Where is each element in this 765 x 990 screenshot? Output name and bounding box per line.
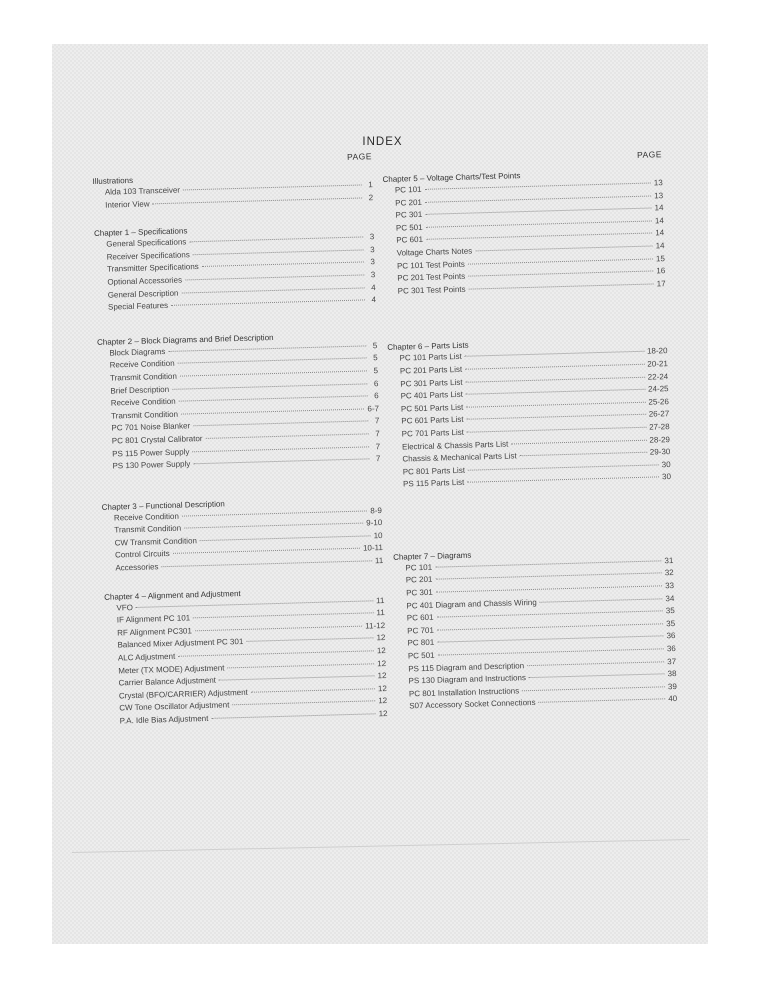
- leader-dots: [183, 184, 362, 190]
- leader-dots: [466, 401, 645, 407]
- leader-dots: [246, 638, 373, 643]
- leader-dots: [520, 452, 647, 457]
- leader-dots: [426, 220, 652, 227]
- leader-dots: [425, 195, 651, 202]
- entry-name: PC 501: [395, 222, 423, 233]
- entry-page-number: 26-27: [648, 409, 670, 419]
- leader-dots: [437, 623, 663, 630]
- section-title: Illustrations: [92, 175, 134, 186]
- leader-dots: [232, 701, 375, 706]
- leader-dots: [468, 258, 653, 264]
- entry-page-number: 8-9: [370, 505, 382, 516]
- leader-dots: [475, 245, 652, 251]
- leader-dots: [436, 611, 662, 618]
- entry-name: PC 201: [395, 197, 423, 208]
- leader-dots: [192, 446, 369, 452]
- leader-dots: [539, 699, 666, 704]
- entry-name: Electrical & Chassis Parts List: [401, 439, 509, 452]
- entry-name: PC 101 Test Points: [396, 259, 465, 271]
- entry-page-number: 4: [371, 282, 376, 292]
- entry-name: PC 501: [407, 650, 435, 661]
- entry-name: PC 301 Test Points: [397, 284, 466, 296]
- entry-name: ALC Adjustment: [117, 651, 176, 663]
- entry-page-number: 3: [369, 232, 375, 242]
- leader-dots: [465, 376, 644, 382]
- entry-name: PS 115 Parts List: [402, 478, 465, 489]
- entry-page-number: 36: [666, 631, 676, 641]
- entry-page-number: 25-26: [648, 396, 670, 407]
- entry-page-number: 6: [374, 391, 379, 401]
- entry-name: PC 501 Parts List: [400, 402, 464, 414]
- entry-name: PC 801: [407, 638, 435, 648]
- entry-page-number: 24-25: [647, 384, 669, 394]
- leader-dots: [527, 661, 664, 666]
- leader-dots: [426, 233, 652, 240]
- left-sections: [92, 168, 387, 728]
- leader-dots: [467, 414, 646, 420]
- leader-dots: [529, 674, 665, 679]
- entry-page-number: 30: [661, 472, 672, 482]
- leader-dots: [540, 598, 663, 602]
- entry-name: Transmit Condition: [109, 371, 178, 383]
- entry-name: Receive Condition: [110, 396, 176, 408]
- leader-dots: [522, 686, 665, 691]
- entry-name: General Description: [107, 288, 179, 300]
- entry-page-number: 12: [377, 671, 387, 681]
- entry-page-number: 16: [656, 266, 666, 276]
- leader-dots: [425, 183, 651, 190]
- entry-name: PC 101: [394, 184, 422, 195]
- index-title: INDEX: [362, 136, 403, 148]
- entry-page-number: 14: [654, 203, 664, 213]
- leader-dots: [153, 197, 363, 204]
- section-title: Chapter 4 – Alignment and Adjustment: [104, 588, 241, 602]
- entry-name: Transmitter Specifications: [106, 262, 199, 274]
- leader-dots: [425, 208, 651, 215]
- leader-dots: [193, 421, 368, 427]
- leader-dots: [437, 636, 663, 643]
- leader-dots: [189, 237, 363, 243]
- entry-page-number: 12: [376, 646, 386, 656]
- entry-page-number: 13: [653, 178, 663, 188]
- entry-name: CW Transmit Condition: [114, 536, 198, 548]
- entry-page-number: 36: [666, 644, 676, 654]
- entry-page-number: 18-20: [646, 346, 668, 357]
- entry-page-number: 31: [664, 555, 674, 566]
- entry-name: Receiver Specifications: [106, 250, 190, 262]
- entry-name: PC 101 Parts List: [399, 352, 462, 363]
- leader-dots: [179, 396, 368, 402]
- entry-page-number: 12: [378, 696, 388, 706]
- entry-name: PC 601 Parts List: [401, 415, 464, 426]
- leader-dots: [185, 274, 364, 280]
- leader-dots: [200, 535, 371, 541]
- entry-name: PC 701 Noise Blanker: [111, 421, 191, 433]
- entry-page-number: 38: [667, 669, 677, 679]
- leader-dots: [168, 345, 366, 352]
- leader-dots: [467, 477, 659, 483]
- entry-page-number: 5: [373, 366, 379, 376]
- index-section: [102, 494, 384, 576]
- leader-dots: [465, 351, 644, 357]
- leader-dots: [180, 370, 367, 376]
- entry-name: PC 301: [406, 587, 433, 598]
- entry-name: PC 401 Parts List: [400, 389, 463, 401]
- entry-page-number: 22-24: [647, 371, 669, 382]
- entry-name: Voltage Charts Notes: [396, 246, 473, 258]
- entry-page-number: 7: [374, 416, 380, 426]
- entry-page-number: 12: [377, 683, 387, 694]
- entry-name: Alda 103 Transceiver: [104, 185, 181, 197]
- index-section: [393, 544, 677, 714]
- section-title: Chapter 3 – Functional Description: [101, 499, 225, 512]
- entry-name: VFO: [116, 602, 134, 613]
- entry-name: S07 Accessory Socket Connections: [409, 698, 536, 711]
- entry-page-number: 40: [668, 694, 678, 704]
- entry-name: PS 130 Diagram and Instructions: [408, 673, 527, 686]
- leader-dots: [178, 358, 367, 364]
- entry-page-number: 32: [664, 568, 674, 578]
- entry-page-number: 3: [370, 270, 376, 280]
- entry-name: Receive Condition: [109, 359, 175, 370]
- entry-name: Receive Condition: [113, 511, 180, 523]
- entry-page-number: 5: [373, 353, 378, 363]
- entry-name: Interior View: [105, 199, 150, 210]
- entry-name: CW Tone Oscillator Adjustment: [119, 700, 230, 713]
- entry-name: Optional Accessories: [107, 275, 183, 287]
- entry-page-number: 6-7: [367, 403, 380, 414]
- leader-dots: [466, 389, 645, 395]
- entry-name: PC 201: [405, 575, 433, 585]
- section-title: Chapter 7 – Diagrams: [392, 550, 472, 562]
- entry-name: PC 801 Installation Instructions: [408, 686, 520, 699]
- entry-page-number: 27-28: [648, 421, 670, 432]
- page-column-heading: PAGE: [636, 149, 663, 160]
- entry-page-number: 11: [376, 608, 385, 618]
- entry-page-number: 12: [377, 658, 387, 668]
- leader-dots: [181, 287, 364, 293]
- entry-name: General Specifications: [106, 237, 187, 249]
- leader-dots: [511, 439, 646, 444]
- entry-page-number: 30: [661, 459, 671, 469]
- entry-name: Accessories: [115, 562, 159, 573]
- leader-dots: [436, 585, 662, 592]
- leader-dots: [219, 676, 375, 681]
- entry-name: Chassis & Mechanical Parts List: [402, 451, 517, 464]
- entry-page-number: 39: [667, 681, 677, 692]
- leader-dots: [171, 300, 365, 306]
- leader-dots: [251, 688, 375, 692]
- entry-name: PC 601: [406, 612, 434, 623]
- leader-dots: [468, 464, 659, 470]
- entry-name: Carrier Balance Adjustment: [118, 675, 217, 688]
- entry-name: Meter (TX MODE) Adjustment: [118, 663, 225, 676]
- leader-dots: [195, 625, 362, 631]
- leader-dots: [435, 560, 661, 567]
- section-title: Chapter 2 – Block Diagrams and Brief Description: [96, 332, 274, 347]
- leader-dots: [178, 650, 374, 656]
- entry-page-number: 34: [665, 593, 675, 603]
- leader-dots: [211, 713, 375, 719]
- entry-page-number: 35: [665, 606, 675, 616]
- leader-dots: [172, 383, 367, 389]
- leader-dots: [184, 523, 363, 529]
- entry-page-number: 28-29: [649, 434, 671, 445]
- leader-dots: [467, 427, 646, 433]
- entry-page-number: 7: [375, 428, 380, 439]
- entry-name: PC 201 Test Points: [397, 271, 466, 283]
- entry-name: IF Alignment PC 101: [116, 613, 191, 625]
- entry-name: PS 130 Power Supply: [112, 459, 191, 471]
- leader-dots: [136, 600, 373, 608]
- entry-page-number: 29-30: [649, 447, 671, 457]
- entry-name: PC 701: [407, 625, 434, 636]
- entry-page-number: 37: [667, 656, 677, 666]
- section-title: Chapter 6 – Parts Lists: [387, 340, 469, 353]
- entry-name: PC 301 Parts List: [400, 377, 463, 389]
- leader-dots: [202, 262, 364, 268]
- leader-dots: [173, 548, 360, 554]
- entry-name: Transmit Condition: [110, 409, 179, 421]
- index-section: [104, 584, 388, 729]
- index-section: [92, 168, 373, 212]
- entry-page-number: 12: [378, 708, 388, 719]
- entry-page-number: 10: [373, 530, 383, 541]
- entry-page-number: 13: [654, 190, 664, 201]
- entry-page-number: 4: [371, 295, 377, 305]
- entry-page-number: 3: [370, 257, 376, 267]
- entry-name: PC 801 Crystal Calibrator: [111, 433, 203, 446]
- entry-page-number: 14: [655, 241, 665, 251]
- entry-name: RF Alignment PC301: [117, 626, 192, 638]
- entry-page-number: 14: [654, 215, 664, 226]
- leader-dots: [465, 364, 644, 370]
- entry-name: Special Features: [107, 301, 169, 312]
- entry-name: PC 401 Diagram and Chassis Wiring: [406, 597, 537, 611]
- entry-name: PC 101: [405, 562, 433, 573]
- index-section: [97, 329, 381, 474]
- entry-name: Balanced Mixer Adjustment PC 301: [117, 637, 244, 650]
- entry-name: PS 115 Power Supply: [112, 446, 190, 459]
- entry-page-number: 14: [655, 228, 665, 238]
- entry-name: Crystal (BFO/CARRIER) Adjustment: [118, 687, 248, 701]
- entry-page-number: 3: [370, 244, 375, 255]
- entry-page-number: 33: [664, 581, 675, 591]
- entry-page-number: 6: [373, 378, 379, 388]
- entry-page-number: 10-11: [362, 543, 384, 554]
- entry-name: Brief Description: [110, 384, 170, 396]
- entry-page-number: 35: [666, 618, 676, 629]
- entry-page-number: 7: [375, 454, 381, 464]
- index-section: [387, 334, 671, 491]
- leader-dots: [227, 663, 374, 668]
- entry-name: PC 201 Parts List: [399, 364, 463, 376]
- entry-name: P.A. Idle Bias Adjustment: [119, 713, 209, 726]
- right-sections: [382, 166, 677, 714]
- entry-name: PC 801 Parts List: [402, 465, 466, 477]
- leader-dots: [438, 648, 664, 655]
- leader-dots: [469, 283, 654, 289]
- entry-page-number: 1: [368, 180, 373, 190]
- entry-page-number: 2: [368, 192, 374, 202]
- entry-page-number: 11: [374, 556, 384, 566]
- index-section: [382, 166, 665, 298]
- leader-dots: [182, 510, 367, 516]
- entry-name: PC 601: [396, 235, 424, 246]
- entry-name: Block Diagrams: [109, 346, 166, 358]
- entry-page-number: 20-21: [647, 359, 668, 369]
- leader-dots: [161, 560, 372, 567]
- entry-page-number: 11-12: [365, 620, 386, 631]
- entry-page-number: 11: [375, 595, 385, 605]
- leader-dots: [193, 613, 373, 619]
- leader-dots: [193, 458, 369, 464]
- right-column: [382, 151, 677, 714]
- entry-page-number: 7: [375, 441, 381, 451]
- leader-dots: [435, 573, 661, 580]
- entry-name: Control Circuits: [114, 549, 170, 560]
- entry-name: PC 301: [395, 210, 423, 220]
- section-title: Chapter 1 – Specifications: [93, 226, 188, 239]
- leader-dots: [181, 408, 365, 414]
- leader-dots: [193, 249, 364, 255]
- entry-name: PC 701 Parts List: [401, 427, 465, 439]
- entry-name: PS 115 Diagram and Description: [408, 660, 525, 674]
- entry-name: Transmit Condition: [114, 523, 182, 535]
- leader-dots: [205, 433, 368, 439]
- entry-page-number: 15: [655, 253, 666, 263]
- entry-page-number: 9-10: [366, 518, 383, 528]
- index-section: [94, 220, 376, 314]
- entry-page-number: 12: [376, 633, 386, 643]
- leader-dots: [468, 271, 653, 277]
- entry-page-number: 5: [372, 340, 378, 350]
- section-title: Chapter 5 – Voltage Charts/Test Points: [382, 171, 521, 184]
- page-column-heading: PAGE: [346, 151, 373, 162]
- entry-page-number: 17: [656, 278, 666, 289]
- left-column: [92, 153, 388, 728]
